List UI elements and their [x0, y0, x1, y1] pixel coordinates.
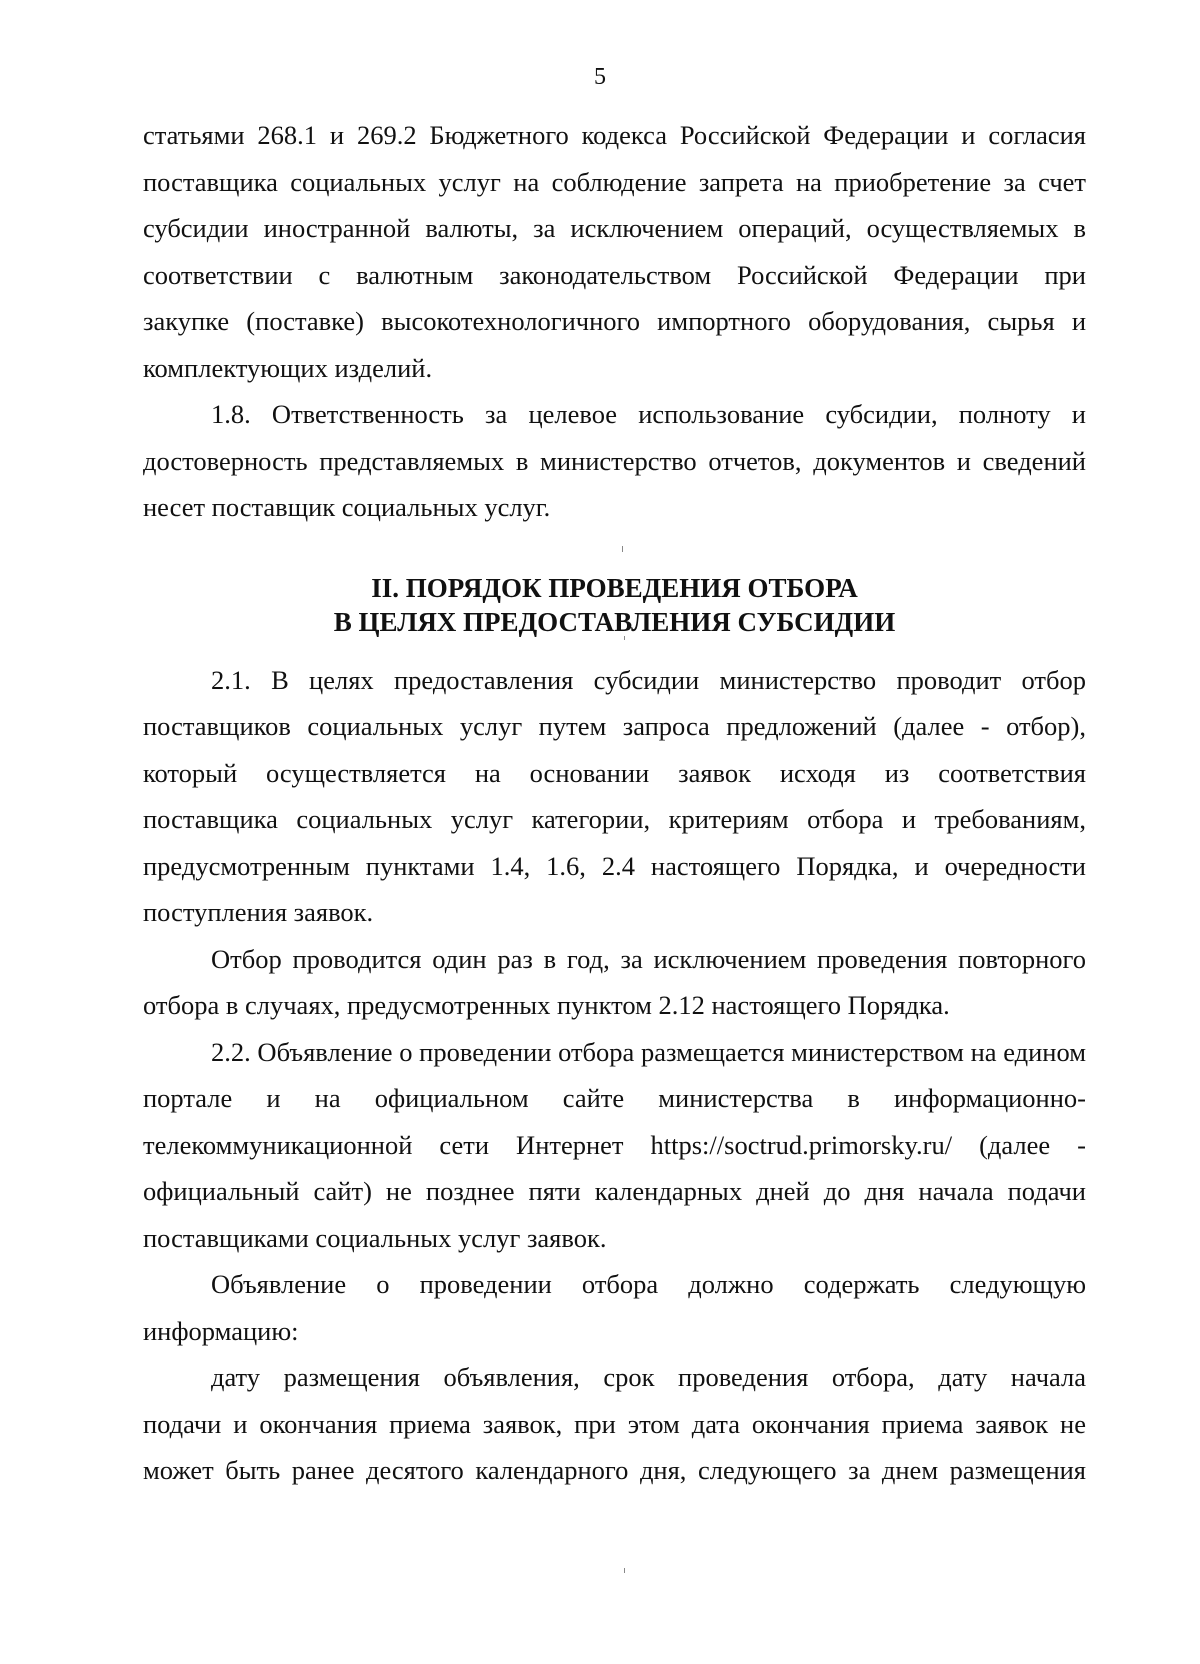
scan-speck: [622, 546, 623, 552]
text-line: может быть ранее десятого календарного дня, следующего за днем размещения: [143, 1455, 1086, 1485]
heading-line: II. ПОРЯДОК ПРОВЕДЕНИЯ ОТБОРА: [371, 572, 858, 603]
section-heading: [143, 571, 1086, 639]
paragraph-2-2: [143, 1029, 1086, 1262]
text-line: Объявление о проведении отбора должно содержать следующую: [211, 1269, 1086, 1299]
text-line: 2.2. Объявление о проведении отбора размещается министерством на едином: [211, 1036, 1086, 1067]
text-line: предусмотренным пунктами 1.4, 1.6, 2.4 настоящего Порядка, и очередности: [143, 850, 1086, 881]
text-line: комплектующих изделий.: [143, 352, 433, 383]
text-line: информацию:: [143, 1315, 299, 1346]
scan-speck: [624, 1568, 625, 1573]
text-line: подачи и окончания приема заявок, при этом дата окончания приема заявок не: [143, 1408, 1086, 1439]
scan-speck: [624, 636, 625, 640]
paragraph-announcement: [143, 1261, 1086, 1354]
text-line: поставщиков социальных услуг путем запроса предложений (далее - отбор),: [143, 711, 1086, 741]
text-line: дату размещения объявления, срок проведения отбора, дату начала: [211, 1362, 1086, 1392]
text-line: поступления заявок.: [143, 897, 374, 927]
heading-line: В ЦЕЛЯХ ПРЕДОСТАВЛЕНИЯ СУБСИДИИ: [333, 606, 896, 637]
text-line: несет поставщик социальных услуг.: [143, 492, 551, 522]
text-line: официальный сайт) не позднее пяти календарных дней до дня начала подачи: [143, 1176, 1086, 1206]
text-line: соответствии с валютным законодательством Российской Федерации при: [143, 259, 1086, 290]
paragraph-continuation: [143, 112, 1086, 391]
text-line: 1.8. Ответственность за целевое использование субсидии, полноту и: [211, 399, 1086, 429]
text-line: субсидии иностранной валюты, за исключением операций, осуществляемых в: [143, 213, 1086, 243]
text-line: статьями 268.1 и 269.2 Бюджетного кодекса Российской Федерации и согласия: [143, 120, 1086, 150]
text-line: телекоммуникационной сети Интернет https://soctrud.primorsky.ru/ (далее -: [143, 1129, 1086, 1160]
text-line: портале и на официальном сайте министерства в информационно-: [143, 1083, 1086, 1113]
text-line: 2.1. В целях предоставления субсидии министерство проводит отбор: [211, 664, 1086, 695]
text-line: поставщика социальных услуг на соблюдение запрета на приобретение за счет: [143, 166, 1086, 197]
text-line: закупке (поставке) высокотехнологичного импортного оборудования, сырья и: [143, 306, 1086, 336]
text-line: Отбор проводится один раз в год, за исключением проведения повторного: [211, 943, 1086, 974]
paragraph-2-1: [143, 657, 1086, 936]
paragraph-once-a-year: [143, 936, 1086, 1029]
text-line: отбора в случаях, предусмотренных пунктом 2.12 настоящего Порядка.: [143, 990, 950, 1020]
text-line: достоверность представляемых в министерство отчетов, документов и сведений: [143, 445, 1086, 476]
paragraph-date: [143, 1354, 1086, 1494]
document-body: [143, 112, 1086, 1494]
text-line: поставщика социальных услуг категории, критериям отбора и требованиям,: [143, 804, 1086, 834]
text-line: который осуществляется на основании заявок исходя из соответствия: [143, 757, 1086, 788]
paragraph-1-8: [143, 391, 1086, 531]
page-number: 5: [594, 64, 606, 90]
text-line: поставщиками социальных услуг заявок.: [143, 1222, 607, 1253]
